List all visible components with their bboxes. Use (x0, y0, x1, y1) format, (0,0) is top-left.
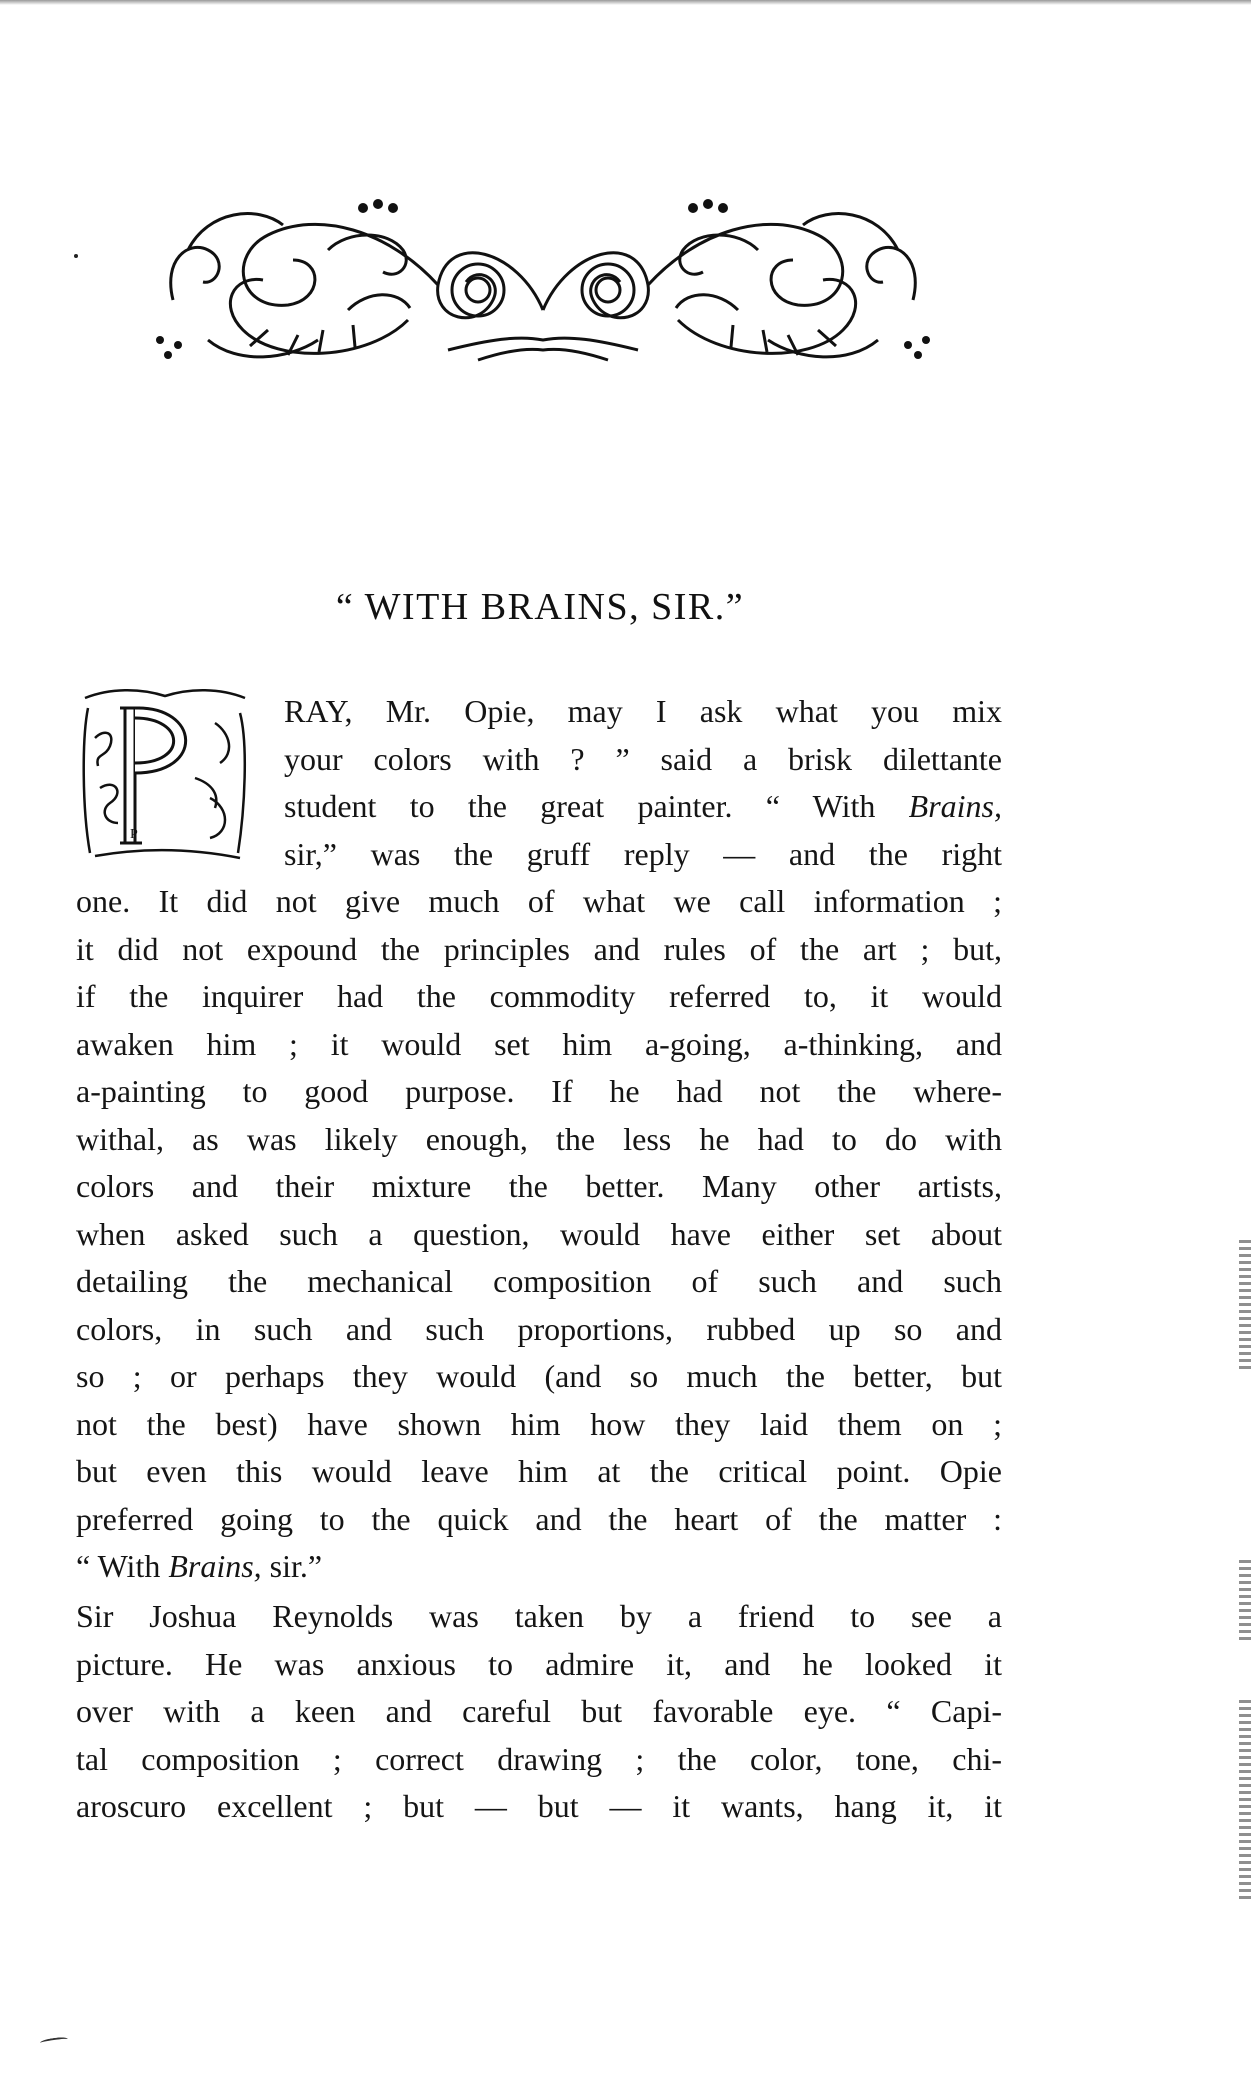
paragraph-2 (76, 1593, 1002, 1831)
ink-scratch (40, 2036, 69, 2046)
paragraph-1-wrapped (76, 688, 1002, 878)
text-line: one. It did not give much of what we call information ; (76, 883, 1002, 919)
text-line: tal composition ; correct drawing ; the color, tone, chi- (76, 1740, 1002, 1777)
text-line: detailing the mechanical composition of such and such (76, 1263, 1002, 1299)
text-line: a-painting to good purpose. If he had not the where- (76, 1073, 1002, 1109)
binding-edge-mark (1239, 1560, 1251, 1640)
text-line: it did not expound the principles and rules of the art ; but, (76, 930, 1002, 967)
text-line: if the inquirer had the commodity referred to, it would (76, 978, 1002, 1014)
text-line: when asked such a question, would have either set about (76, 1215, 1002, 1252)
text-line: RAY, Mr. Opie, may I ask what you mix (284, 693, 1002, 729)
chapter-title: “ WITH BRAINS, SIR.” (335, 586, 745, 628)
text-line: not the best) have shown him how they laid them on ; (76, 1405, 1002, 1442)
text-line: colors, in such and such proportions, rubbed up so and (76, 1310, 1002, 1347)
paragraph-1-body (76, 878, 1002, 1591)
text-line: aroscuro excellent ; but — but — it wants, hang it, it (76, 1788, 1002, 1824)
text-line: your colors with ? ” said a brisk dilettante (284, 740, 1002, 777)
text-line: preferred going to the quick and the heart of the matter : (76, 1500, 1002, 1537)
binding-edge-mark (1239, 1240, 1251, 1370)
page-top-edge (0, 0, 1251, 5)
text-line: “ With Brains, sir.” (76, 1548, 323, 1584)
dropcap-letter: P (130, 827, 138, 842)
text-line: withal, as was likely enough, the less he had to do with (76, 1120, 1002, 1157)
binding-edge-mark (1239, 1700, 1251, 1900)
text-line: awaken him ; it would set him a-going, a-thinking, and (76, 1025, 1002, 1062)
text-line: sir,” was the gruff reply — and the right (284, 835, 1002, 872)
text-line: so ; or perhaps they would (and so much the better, but (76, 1358, 1002, 1394)
text-line: but even this would leave him at the critical point. Opie (76, 1453, 1002, 1489)
text-line: colors and their mixture the better. Many other artists, (76, 1168, 1002, 1204)
text-line: over with a keen and careful but favorable eye. “ Capi- (76, 1693, 1002, 1729)
ink-speck (74, 254, 78, 258)
ornamental-headpiece-icon (148, 190, 938, 375)
text-line: picture. He was anxious to admire it, and he looked it (76, 1645, 1002, 1682)
text-line: Sir Joshua Reynolds was taken by a friend to see a (76, 1598, 1002, 1634)
text-line: student to the great painter. “ With Brains, (284, 788, 1002, 824)
